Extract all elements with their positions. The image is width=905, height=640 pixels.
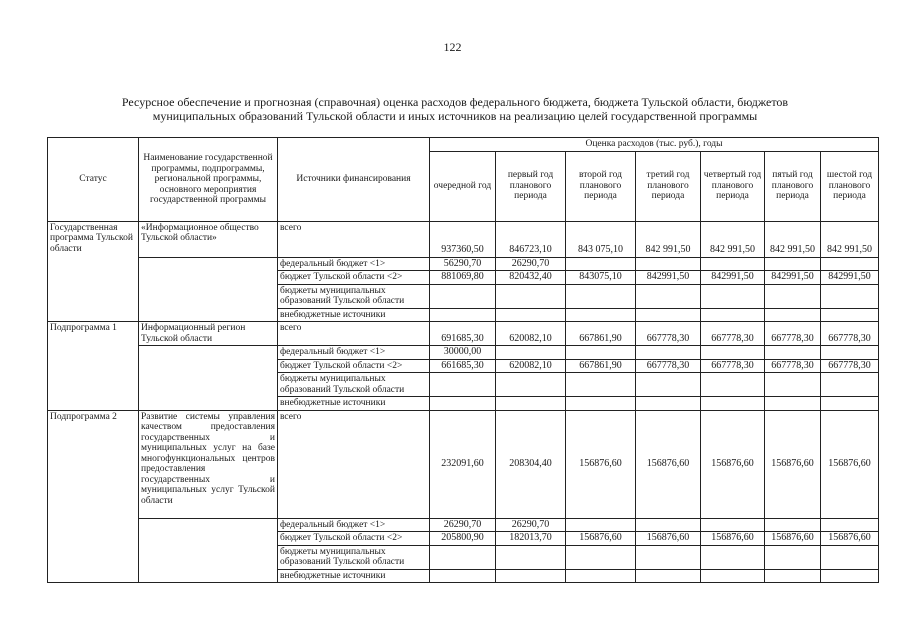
value-cell [821, 257, 879, 271]
source-label: внебюджетные источники [278, 397, 430, 411]
value-cell: 661685,30 [430, 359, 496, 373]
source-label: всего [278, 322, 430, 346]
header-name: Наименование государственной программы, подпрограммы, региональной программы, основного мероприятия государственной программы [139, 138, 278, 222]
source-label: бюджет Тульской области <2> [278, 271, 430, 285]
value-cell [765, 518, 821, 532]
page-number: 122 [443, 40, 462, 54]
value-cell: 846723,10 [496, 221, 566, 257]
row-name: Информационный регион Тульской области [139, 322, 278, 346]
table-row [48, 322, 879, 346]
value-cell: 205800,90 [430, 532, 496, 546]
header-year-4: третий год планового периода [636, 151, 701, 221]
value-cell: 156876,60 [821, 532, 879, 546]
value-cell: 182013,70 [496, 532, 566, 546]
value-cell: 842991,50 [701, 271, 765, 285]
value-cell: 156876,60 [566, 532, 636, 546]
value-cell: 842991,50 [765, 271, 821, 285]
source-label: федеральный бюджет <1> [278, 346, 430, 360]
table-row [48, 410, 879, 518]
source-label: внебюджетные источники [278, 308, 430, 322]
value-cell: 842 991,50 [701, 221, 765, 257]
value-cell: 842991,50 [636, 271, 701, 285]
value-cell: 156876,60 [636, 532, 701, 546]
resource-table-wrapper [47, 137, 879, 583]
value-cell: 937360,50 [430, 221, 496, 257]
table-row [48, 221, 879, 257]
source-label: бюджет Тульской области <2> [278, 532, 430, 546]
source-label: федеральный бюджет <1> [278, 257, 430, 271]
value-cell [765, 346, 821, 360]
value-cell: 843075,10 [566, 271, 636, 285]
value-cell [566, 346, 636, 360]
value-cell: 156876,60 [701, 410, 765, 518]
header-year-1: очередной год [430, 151, 496, 221]
value-cell: 667861,90 [566, 359, 636, 373]
value-cell: 56290,70 [430, 257, 496, 271]
value-cell: 26290,70 [430, 518, 496, 532]
value-cell [821, 346, 879, 360]
value-cell [636, 257, 701, 271]
value-cell [566, 518, 636, 532]
value-cell: 208304,40 [496, 410, 566, 518]
value-cell: 620082,10 [496, 322, 566, 346]
value-cell: 156876,60 [821, 410, 879, 518]
table-row [48, 346, 879, 360]
header-sources: Источники финансирования [278, 138, 430, 222]
header-status: Статус [48, 138, 139, 222]
source-label: федеральный бюджет <1> [278, 518, 430, 532]
header-year-6: пятый год планового периода [765, 151, 821, 221]
value-cell [701, 346, 765, 360]
value-cell: 26290,70 [496, 257, 566, 271]
value-cell: 667778,30 [701, 359, 765, 373]
value-cell: 842 991,50 [765, 221, 821, 257]
value-cell [636, 518, 701, 532]
row-status: Подпрограмма 1 [48, 322, 139, 411]
value-cell: 667861,90 [566, 322, 636, 346]
value-cell: 881069,80 [430, 271, 496, 285]
resource-table [47, 137, 879, 583]
value-cell: 232091,60 [430, 410, 496, 518]
source-label: бюджет Тульской области <2> [278, 359, 430, 373]
value-cell: 842991,50 [821, 271, 879, 285]
value-cell: 30000,00 [430, 346, 496, 360]
page-title [60, 95, 850, 123]
row-name: Развитие системы управления качеством предоставления государственных и муниципальных услуг на базе многофункциональных центров предоставления государственных и муниципальных услуг Тульской области [139, 410, 278, 518]
value-cell: 156876,60 [765, 410, 821, 518]
source-label: внебюджетные источники [278, 569, 430, 583]
value-cell: 667778,30 [701, 322, 765, 346]
row-name: «Информационное общество Тульской области» [139, 221, 278, 257]
source-label: всего [278, 221, 430, 257]
value-cell: 843 075,10 [566, 221, 636, 257]
table-row [48, 518, 879, 532]
value-cell: 667778,30 [636, 322, 701, 346]
value-cell: 156876,60 [701, 532, 765, 546]
value-cell: 667778,30 [636, 359, 701, 373]
value-cell [566, 257, 636, 271]
title-line-1: Ресурсное обеспечение и прогнозная (справочная) оценка расходов федерального бюджета, бюджета Тульской области, бюджетов [121, 95, 789, 109]
value-cell: 820432,40 [496, 271, 566, 285]
value-cell: 667778,30 [821, 359, 879, 373]
value-cell: 667778,30 [821, 322, 879, 346]
header-year-3: второй год планового периода [566, 151, 636, 221]
value-cell [701, 257, 765, 271]
source-label: бюджеты муниципальных образований Тульской области [278, 545, 430, 569]
value-cell: 842 991,50 [636, 221, 701, 257]
source-label: бюджеты муниципальных образований Тульской области [278, 284, 430, 308]
value-cell [496, 346, 566, 360]
row-status: Подпрограмма 2 [48, 410, 139, 583]
value-cell [701, 518, 765, 532]
value-cell: 156876,60 [566, 410, 636, 518]
header-estimate: Оценка расходов (тыс. руб.), годы [430, 138, 879, 152]
value-cell [821, 518, 879, 532]
value-cell: 156876,60 [636, 410, 701, 518]
value-cell: 667778,30 [765, 359, 821, 373]
table-row [48, 257, 879, 271]
value-cell: 667778,30 [765, 322, 821, 346]
row-status: Государственная программа Тульской области [48, 221, 139, 322]
value-cell: 842 991,50 [821, 221, 879, 257]
source-label: бюджеты муниципальных образований Тульской области [278, 373, 430, 397]
header-year-7: шестой год планового периода [821, 151, 879, 221]
source-label: всего [278, 410, 430, 518]
title-line-2: муниципальных образований Тульской области и иных источников на реализацию целей государственной программы [152, 109, 758, 123]
value-cell [765, 257, 821, 271]
header-year-2: первый год планового периода [496, 151, 566, 221]
value-cell: 26290,70 [496, 518, 566, 532]
value-cell: 156876,60 [765, 532, 821, 546]
header-year-5: четвертый год планового периода [701, 151, 765, 221]
value-cell: 691685,30 [430, 322, 496, 346]
value-cell: 620082,10 [496, 359, 566, 373]
value-cell [636, 346, 701, 360]
